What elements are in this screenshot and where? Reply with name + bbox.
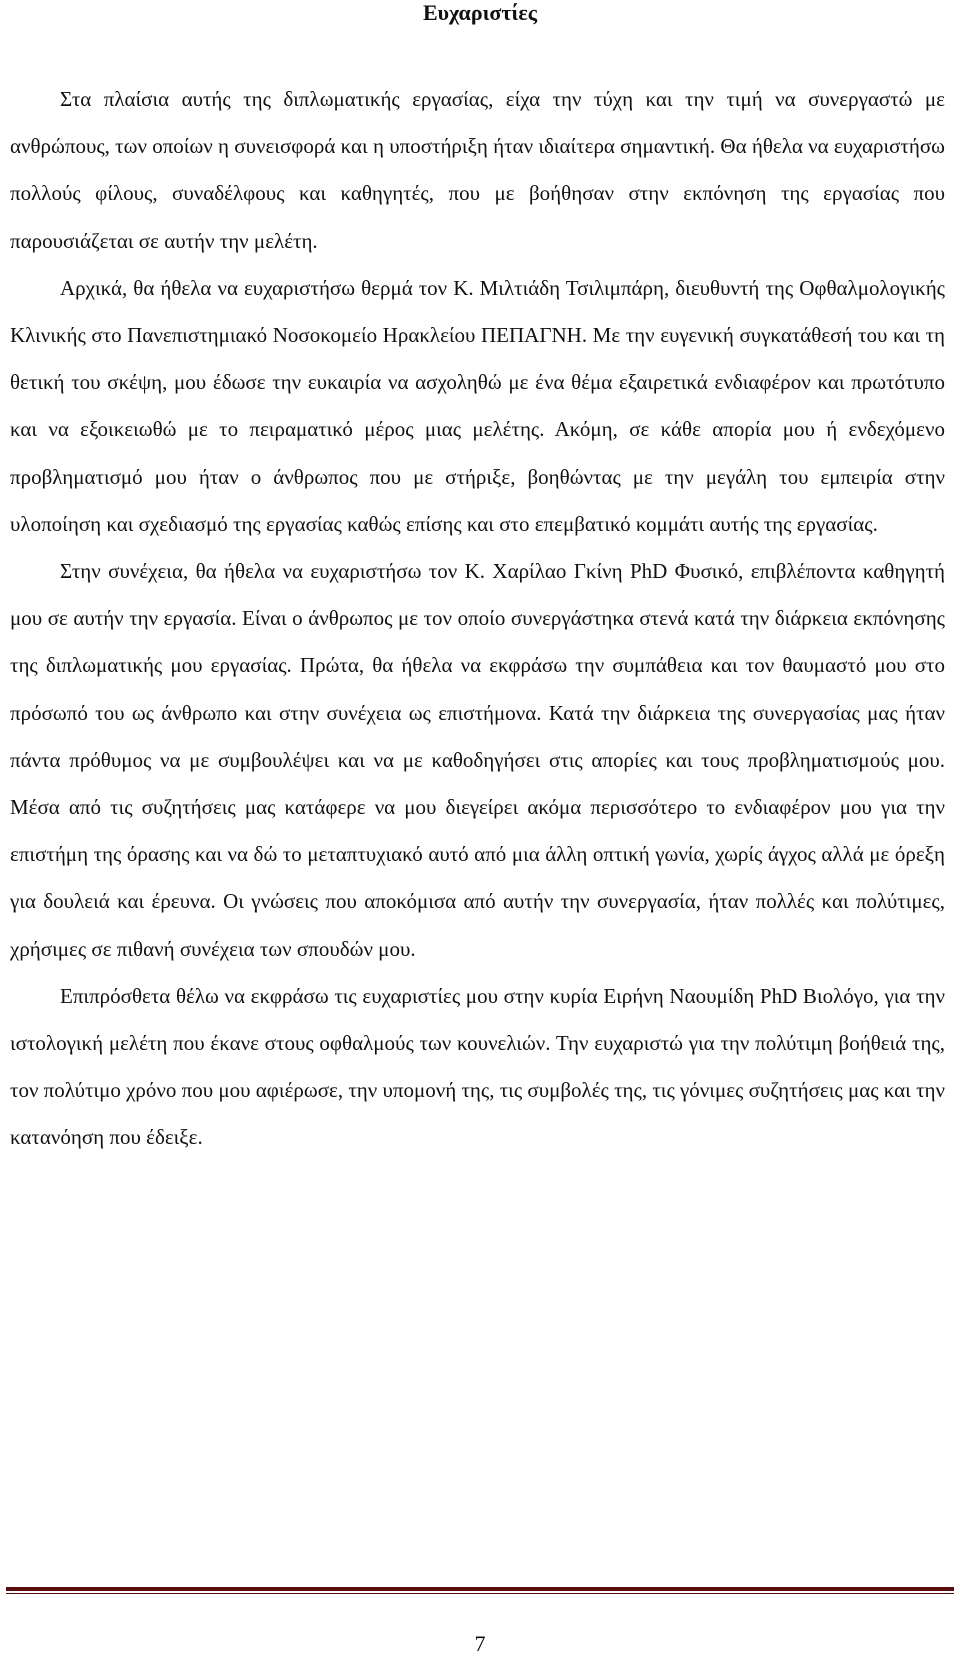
footer-divider [6, 1587, 954, 1591]
page-title: Ευχαριστίες [422, 0, 538, 25]
footer-divider-thin [6, 1593, 954, 1594]
paragraph-supervisor-clinic: Αρχικά, θα ήθελα να ευχαριστήσω θερμά τον Κ. Μιλτιάδη Τσιλιμπάρη, διευθυντή της Οφθαλμολογικής Κλινικής στο Πανεπιστημιακό Νοσοκομείο Ηρακλείου ΠΕΠΑΓΝΗ. Με την ευγενική συγκατάθεσή του και τη θετική του σκέψη, μου έδωσε την ευκαιρία να ασχοληθώ με ένα θέμα εξαιρετικά ενδιαφέρον και πρωτότυπο και να εξοικειωθώ με το πειραματικό μέρος μιας μελέτης. Ακόμη, σε κάθε απορία μου ή ενδεχόμενο προβληματισμό μου ήταν ο άνθρωπος που με στήριξε, βοηθώντας με την μεγάλη του εμπειρία στην υλοποίηση και σχεδιασμό της εργασίας καθώς επίσης και στο επεμβατικό κομμάτι αυτής της εργασίας. [10, 275, 945, 536]
paragraph-intro: Στα πλαίσια αυτής της διπλωματικής εργασίας, είχα την τύχη και την τιμή να συνεργαστώ με ανθρώπους, των οποίων η συνεισφορά και η υποστήριξη ήταν ιδιαίτερα σημαντική. Θα ήθελα να ευχαριστήσω πολλούς φίλους, συναδέλφους και καθηγητές, που με βοήθησαν στην εκπόνηση της εργασίας που παρουσιάζεται σε αυτήν την μελέτη. [10, 87, 945, 253]
page-number: 7 [474, 1631, 486, 1656]
paragraph-histology: Επιπρόσθετα θέλω να εκφράσω τις ευχαριστίες μου στην κυρία Ειρήνη Ναουμίδη PhD Βιολόγο, για την ιστολογική μελέτη που έκανε στους οφθαλμούς των κουνελιών. Την ευχαριστώ για την πολύτιμη βοήθειά της, τον πολύτιμο χρόνο που μου αφιέρωσε, την υπομονή της, τις συμβολές της, τις γόνιμες συζητήσεις μας και την κατανόηση που έδειξε. [10, 983, 945, 1150]
body-text [10, 76, 945, 1162]
paragraph-advisor: Στην συνέχεια, θα ήθελα να ευχαριστήσω τον Κ. Χαρίλαο Γκίνη PhD Φυσικό, επιβλέποντα καθηγητή μου σε αυτήν την εργασία. Είναι ο άνθρωπος με τον οποίο συνεργάστηκα στενά κατά την διάρκεια εκπόνησης της διπλωματικής μου εργασίας. Πρώτα, θα ήθελα να εκφράσω την συμπάθεια και τον θαυμαστό μου στο πρόσωπό του ως άνθρωπο και στην συνέχεια ως επιστήμονα. Κατά την διάρκεια της συνεργασίας μας ήταν πάντα πρόθυμος να με συμβουλέψει και να με καθοδηγήσει στις απορίες και τους προβληματισμούς μου. Μέσα από τις συζητήσεις μας κατάφερε να μου διεγείρει ακόμα περισσότερο το ενδιαφέρον μου για την επιστήμη της όρασης και να δώ το μεταπτυχιακό αυτό από μια άλλη οπτική γωνία, χωρίς άγχος αλλά με όρεξη για δουλειά και έρευνα. Οι γνώσεις που αποκόμισα από αυτήν την συνεργασία, ήταν πολλές και πολύτιμες, χρήσιμες σε πιθανή συνέχεια των σπουδών μου. [10, 559, 945, 961]
